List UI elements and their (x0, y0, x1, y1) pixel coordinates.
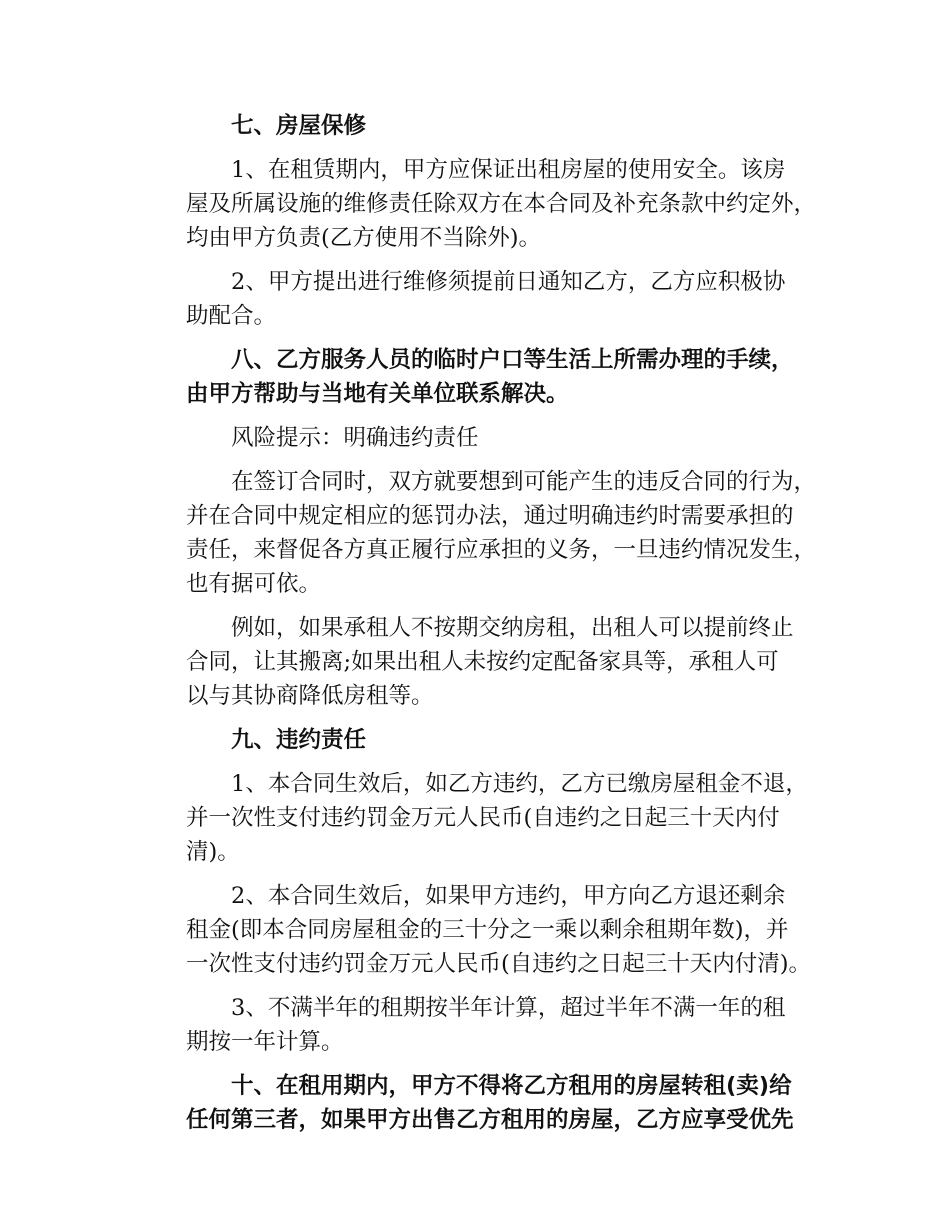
text-line: 2、本合同生效后，如果甲方违约，甲方向乙方退还剩余 (231, 883, 786, 909)
section-heading-9 (141, 723, 831, 757)
text-line: 任何第三者，如果甲方出售乙方租用的房屋，乙方应享受优先 (186, 1107, 794, 1133)
text-line: 九、违约责任 (231, 727, 367, 753)
text-line: 十、在租用期内，甲方不得将乙方租用的房屋转租(卖)给 (231, 1073, 792, 1099)
text-line: 1、本合同生效后，如乙方违约，乙方已缴房屋租金不退， (231, 771, 808, 797)
paragraph-9-1 (141, 767, 831, 869)
document-body (141, 109, 831, 1147)
risk-tip (141, 421, 831, 455)
text-line: 并一次性支付违约罚金万元人民币(自违约之日起三十天内付 (186, 805, 780, 831)
text-line: 例如，如果承租人不按期交纳房租，出租人可以提前终止 (231, 615, 794, 641)
text-line: 租金(即本合同房屋租金的三十分之一乘以剩余租期年数)，并 (186, 917, 789, 943)
paragraph-7-2 (141, 265, 831, 333)
text-line: 责任，来督促各方真正履行应承担的义务，一旦违约情况发生， (186, 537, 817, 563)
text-line: 风险提示：明确违约责任 (231, 425, 479, 451)
text-line: 由甲方帮助与当地有关单位联系解决。 (186, 381, 569, 407)
text-line: 八、乙方服务人员的临时户口等生活上所需办理的手续， (231, 347, 794, 373)
text-line: 七、房屋保修 (231, 113, 367, 139)
text-line: 2、甲方提出进行维修须提前日通知乙方，乙方应积极协 (231, 269, 786, 295)
section-heading-10 (141, 1069, 831, 1137)
text-line: 一次性支付违约罚金万元人民币(自违约之日起三十天内付清)。 (186, 951, 812, 977)
text-line: 在签订合同时，双方就要想到可能产生的违反合同的行为， (231, 469, 817, 495)
paragraph-example (141, 611, 831, 713)
text-line: 并在合同中规定相应的惩罚办法，通过明确违约时需要承担的 (186, 503, 794, 529)
text-line: 清)。 (186, 839, 240, 865)
paragraph-9-3 (141, 991, 831, 1059)
text-line: 也有据可依。 (186, 571, 322, 597)
text-line: 3、不满半年的租期按半年计算，超过半年不满一年的租 (231, 995, 786, 1021)
paragraph-risk-explanation (141, 465, 831, 601)
text-line: 屋及所属设施的维修责任除双方在本合同及补充条款中约定外， (186, 191, 817, 217)
text-line: 以与其协商降低房租等。 (186, 683, 434, 709)
text-line: 期按一年计算。 (186, 1029, 344, 1055)
paragraph-7-1 (141, 153, 831, 255)
section-heading-7 (141, 109, 831, 143)
text-line: 均由甲方负责(乙方使用不当除外)。 (186, 225, 542, 251)
text-line: 助配合。 (186, 303, 277, 329)
text-line: 1、在租赁期内，甲方应保证出租房屋的使用安全。该房 (231, 157, 786, 183)
paragraph-9-2 (141, 879, 831, 981)
text-line: 合同，让其搬离;如果出租人未按约定配备家具等，承租人可 (186, 649, 779, 675)
section-heading-8 (141, 343, 831, 411)
